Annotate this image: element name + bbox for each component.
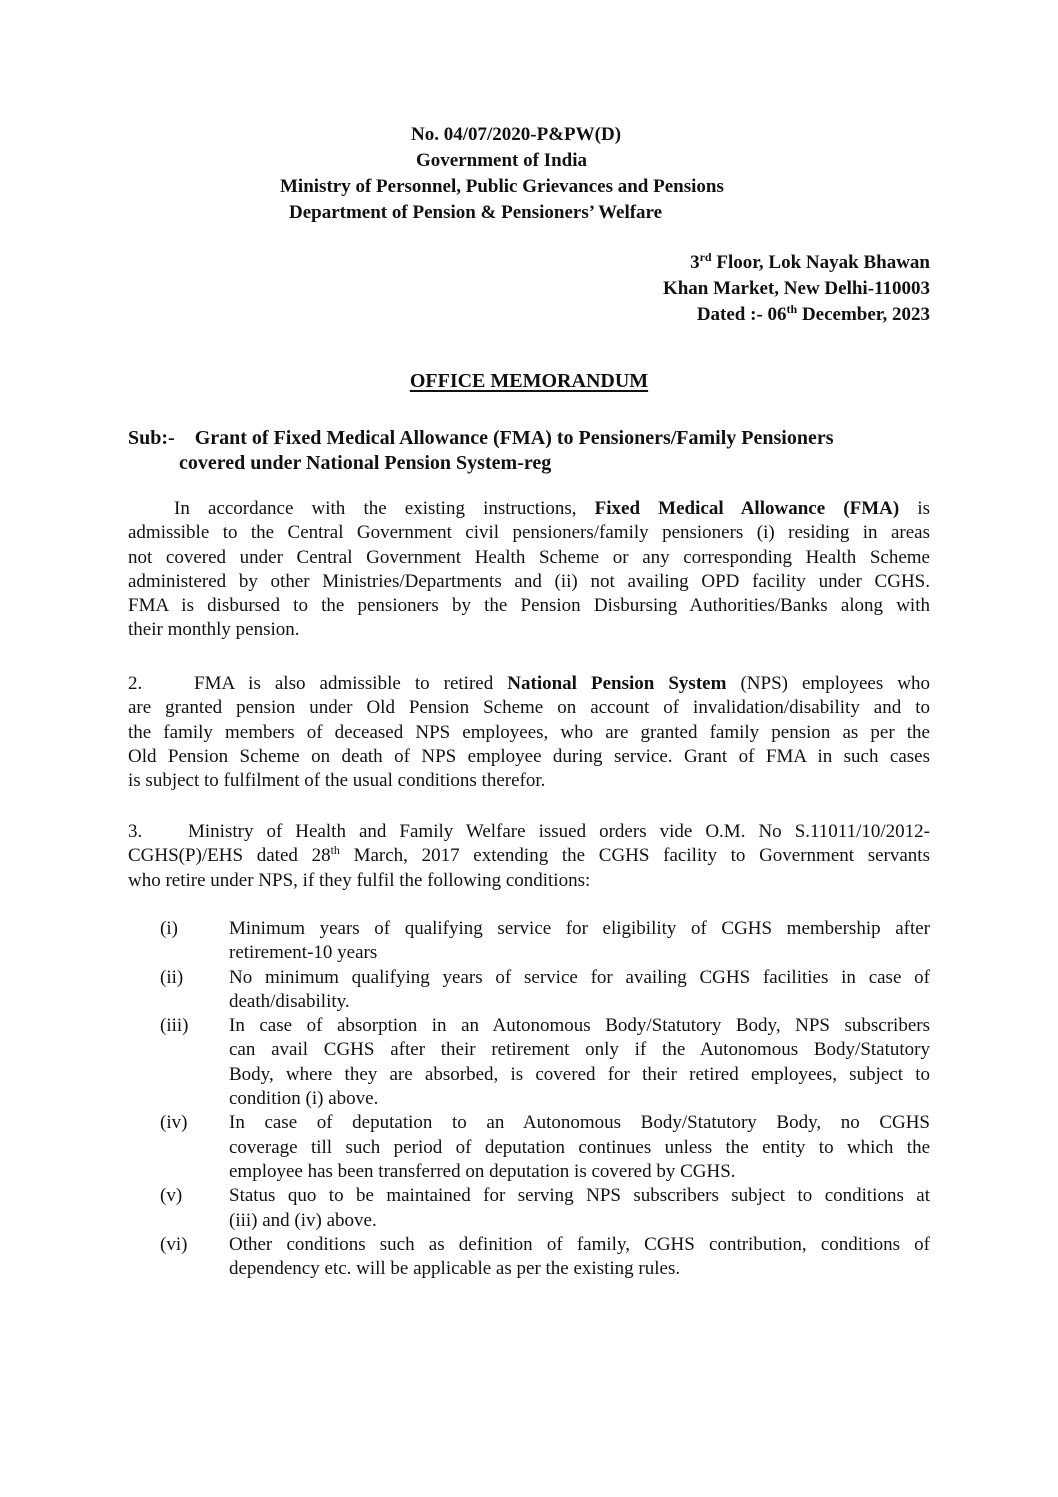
subject-text-line2: covered under National Pension System-reg xyxy=(179,452,552,474)
address-floor: 3rd Floor, Lok Nayak Bhawan xyxy=(690,250,930,273)
para3-line1: 3. Ministry of Health and Family Welfare issued orders vide O.M. No S.11011/10/2012- xyxy=(128,820,930,844)
condition-item-ii: (ii) No minimum qualifying years of service for availing CGHS facilities in case of death/disability. xyxy=(160,966,930,1012)
para2-bold-nps: National Pension System xyxy=(507,673,727,694)
subject-line xyxy=(128,426,930,451)
condition-item-vi: (vi) Other conditions such as definition of family, CGHS contribution, conditions of dependency etc. will be applicable as per the existing rules. xyxy=(160,1233,930,1280)
para1-line1: In accordance with the existing instructions, Fixed Medical Allowance (FMA) is xyxy=(174,498,931,519)
document-title: OFFICE MEMORANDUM xyxy=(409,370,649,392)
memo-date: Dated :- 06th December, 2023 xyxy=(696,302,930,325)
condition-item-i: (i) Minimum years of qualifying service for eligibility of CGHS membership after retirement-10 years xyxy=(160,918,930,964)
ministry-name: Ministry of Personnel, Public Grievances and Pensions xyxy=(280,176,724,197)
para1-bold-fma: Fixed Medical Allowance (FMA) xyxy=(594,498,900,519)
address-city: Khan Market, New Delhi-110003 xyxy=(662,278,930,299)
subject-label: Sub:- xyxy=(128,427,175,449)
condition-item-iv: (iv) In case of deputation to an Autonomous Body/Statutory Body, no CGHS coverage till such period of deputation continues unless the entity to which the employee has been transferred on deputation is covered by CGHS. xyxy=(160,1112,930,1182)
para3-number: 3. xyxy=(128,821,143,842)
para2-line1: 2. FMA is also admissible to retired National Pension System (NPS) employees who xyxy=(128,672,930,696)
para2-number: 2. xyxy=(128,673,143,694)
department-name: Department of Pension & Pensioners’ Welfare xyxy=(289,202,663,223)
paragraph-3: 3. Ministry of Health and Family Welfare issued orders vide O.M. No S.11011/10/2012- CGHS(P)/EHS dated 28th March, 2017 extending the CGHS facility to Government servants who retire under NPS, if they fulfil the following conditions: xyxy=(128,821,930,891)
condition-item-iii: (iii) In case of absorption in an Autonomous Body/Statutory Body, NPS subscribers can avail CGHS after their retirement only if the Autonomous Body/Statutory Body, where they are absorbed, is covered for their retired employees, subject to condition (i) above. xyxy=(160,1015,930,1110)
paragraph-1: In accordance with the existing instructions, Fixed Medical Allowance (FMA) is admissible to the Central Government civil pensioners/family pensioners (i) residing in areas not covered under Central Government Health Scheme or any corresponding Health Scheme administered by other Ministries/Departments and (ii) not availing OPD facility under CGHS. FMA is disbursed to the pensioners by the Pension Disbursing Authorities/Banks along with their monthly pension. xyxy=(128,498,931,641)
condition-item-v: (v) Status quo to be maintained for serving NPS subscribers subject to conditions at (iii) and (iv) above. xyxy=(160,1185,930,1231)
subject-text-line1: Grant of Fixed Medical Allowance (FMA) to Pensioners/Family Pensioners xyxy=(194,427,834,449)
para3-line2: CGHS(P)/EHS dated 28th March, 2017 extending the CGHS facility to Government servants xyxy=(128,843,930,867)
government-name: Government of India xyxy=(416,150,587,171)
conditions-list xyxy=(160,917,930,1281)
paragraph-2: 2. FMA is also admissible to retired National Pension System (NPS) employees who are granted pension under Old Pension Scheme on account of invalidation/disability and to the family members of deceased NPS employees, who are granted family pension as per the Old Pension Scheme on death of NPS employee during service. Grant of FMA in such cases is subject to fulfilment of the usual conditions therefor. xyxy=(128,673,931,792)
reference-number: No. 04/07/2020-P&PW(D) xyxy=(411,124,622,145)
